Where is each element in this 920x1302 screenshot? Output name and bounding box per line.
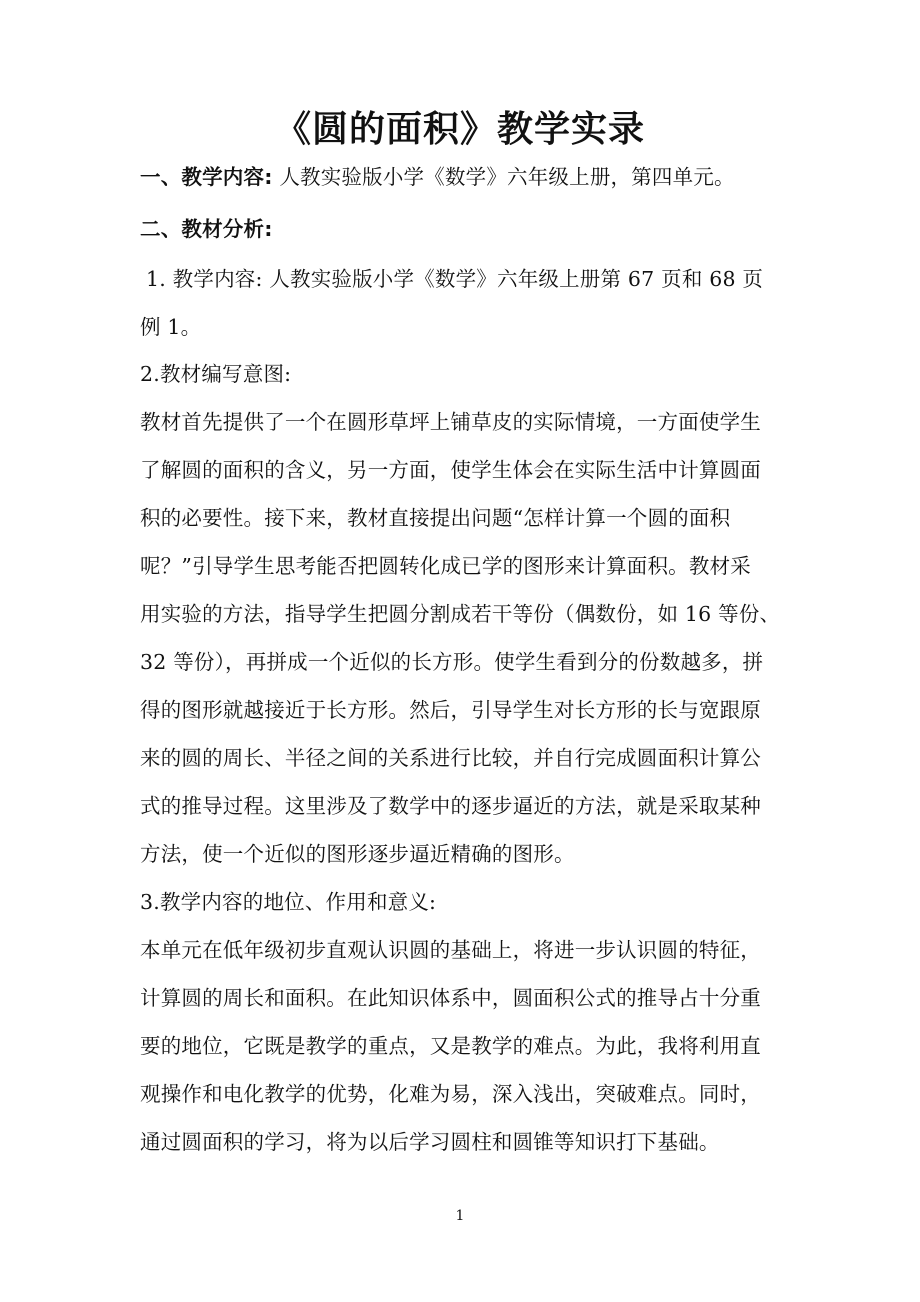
section-1-line (140, 160, 790, 190)
paragraph-line: 计算圆的周长和面积。在此知识体系中，圆面积公式的推导占十分重 (140, 986, 761, 1010)
paragraph-line: 用实验的方法，指导学生把圆分割成若干等份（偶数份，如 16 等份、 (140, 602, 781, 626)
paragraph-line: 积的必要性。接下来，教材直接提出问题“怎样计算一个圆的面积 (140, 506, 731, 530)
paragraph-line: 式的推导过程。这里涉及了数学中的逐步逼近的方法，就是采取某种 (140, 794, 761, 818)
item-3-heading: 3.教学内容的地位、作用和意义: (140, 890, 437, 914)
paragraph-line: 通过圆面积的学习，将为以后学习圆柱和圆锥等知识打下基础。 (140, 1130, 720, 1154)
item-2-heading: 2.教材编写意图: (140, 362, 292, 386)
paragraph-line: 要的地位，它既是教学的重点，又是教学的难点。为此，我将利用直 (140, 1034, 761, 1058)
paragraph-line: 32 等份），再拼成一个近似的长方形。使学生看到分的份数越多，拼 (140, 650, 764, 674)
section-1-heading: 一、教学内容: (140, 165, 273, 189)
paragraph-line: 本单元在低年级初步直观认识圆的基础上，将进一步认识圆的特征， (140, 938, 761, 962)
paragraph-line: 1. 教学内容: 人教实验版小学《数学》六年级上册第 67 页和 68 页 (146, 267, 764, 291)
paragraph-line: 观操作和电化教学的优势，化难为易，深入浅出，突破难点。同时， (140, 1082, 761, 1106)
paragraph-line: 方法，使一个近似的图形逐步逼近精确的图形。 (140, 842, 575, 866)
paragraph-line: 了解圆的面积的含义，另一方面，使学生体会在实际生活中计算圆面 (140, 458, 761, 482)
paragraph-line: 得的图形就越接近于长方形。然后，引导学生对长方形的长与宽跟原 (140, 698, 761, 722)
section-1-text: 人教实验版小学《数学》六年级上册，第四单元。 (279, 165, 735, 189)
page-title: 《圆的面积》教学实录 (274, 109, 645, 150)
paragraph-line: 例 1。 (140, 315, 202, 339)
section-2-heading: 二、教材分析: (140, 217, 273, 241)
paragraph-line: 呢？”引导学生思考能否把圆转化成已学的图形来计算面积。教材采 (140, 554, 751, 578)
page-number: 1 (455, 1208, 465, 1224)
paragraph-line: 来的圆的周长、半径之间的关系进行比较，并自行完成圆面积计算公 (140, 746, 761, 770)
paragraph-line: 教材首先提供了一个在圆形草坪上铺草皮的实际情境，一方面使学生 (140, 410, 761, 434)
